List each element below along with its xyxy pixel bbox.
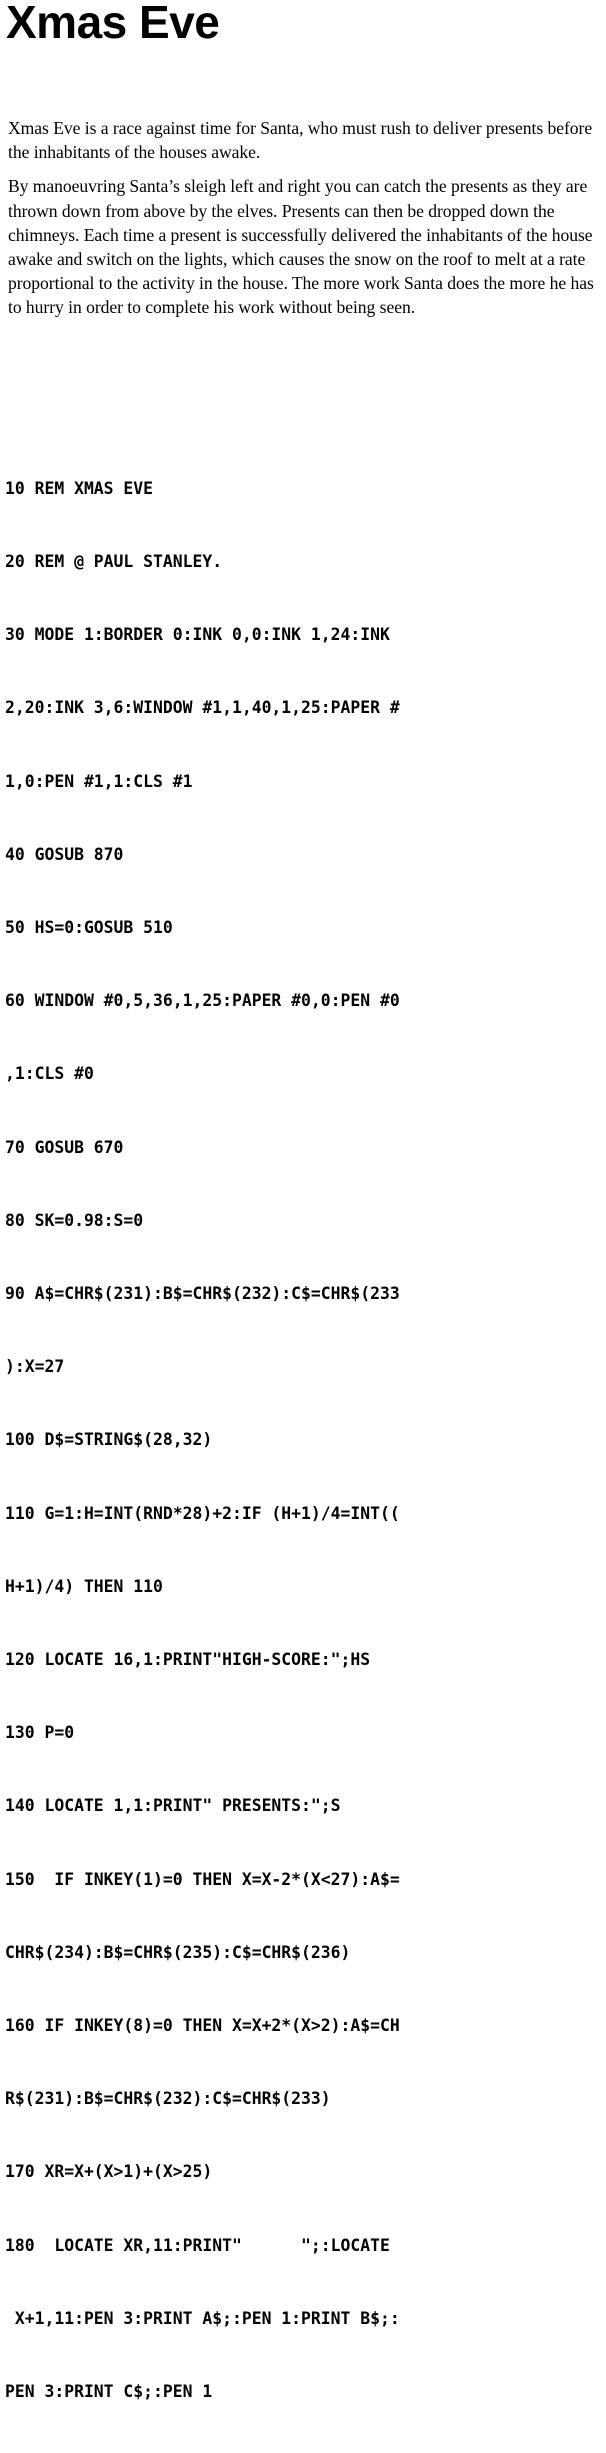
code-line: 140 LOCATE 1,1:PRINT" PRESENTS:";S [5, 1796, 341, 1816]
code-line: 50 HS=0:GOSUB 510 [5, 918, 173, 938]
code-line: 160 IF INKEY(8)=0 THEN X=X+2*(X>2):A$=CH [5, 2016, 400, 2036]
code-line: ):X=27 [5, 1357, 65, 1377]
intro-p2-line: proportional to the activity in the house. The more work Santa does [8, 273, 480, 294]
code-line: 40 GOSUB 870 [5, 844, 124, 864]
code-line: CHR$(234):B$=CHR$(235):C$=CHR$(236) [5, 1942, 351, 1962]
code-line: 60 WINDOW #0,5,36,1,25:PAPER #0,0:PEN #0 [5, 991, 400, 1011]
basic-program-listing [5, 428, 605, 2453]
intro-p2-line: successfully delivered the inhabitants of the house awake and switch [8, 224, 593, 270]
code-line: 20 REM @ PAUL STANLEY. [5, 552, 223, 572]
code-line: 100 D$=STRING$(28,32) [5, 1430, 213, 1450]
intro-paragraph-2 [8, 174, 600, 319]
code-line: R$(231):B$=CHR$(232):C$=CHR$(233) [5, 2089, 331, 2109]
intro-text [8, 116, 600, 330]
intro-p2-line: the more he has to hurry in order to complete his work without being [8, 273, 594, 318]
intro-p2-line: seen. [379, 297, 416, 318]
article-title: Xmas Eve [6, 0, 220, 48]
code-line: 2,20:INK 3,6:WINDOW #1,1,40,1,25:PAPER # [5, 698, 400, 718]
intro-p2-line: on the lights, which causes the snow on the roof to melt at a rate [136, 249, 586, 270]
intro-p1-line: Xmas Eve is a race against time for Santa, who must rush to deliver [8, 118, 482, 138]
code-line: 180 LOCATE XR,11:PRINT" ";:LOCATE [5, 2235, 390, 2255]
code-line: 130 P=0 [5, 1723, 75, 1743]
code-line: 170 XR=X+(X>1)+(X>25) [5, 2162, 213, 2182]
intro-p2-line: By manoeuvring Santa’s sleigh left and right you can catch the [8, 176, 447, 197]
intro-p1-line: presents before the inhabitants of the houses awake. [8, 118, 593, 163]
code-line: 80 SK=0.98:S=0 [5, 1210, 144, 1230]
code-line: PEN 3:PRINT C$;:PEN 1 [5, 2382, 213, 2402]
code-line: 1,0:PEN #1,1:CLS #1 [5, 771, 193, 791]
code-line: H+1)/4) THEN 110 [5, 1576, 163, 1596]
code-line: 110 G=1:H=INT(RND*28)+2:IF (H+1)/4=INT(( [5, 1503, 400, 1523]
code-line: 30 MODE 1:BORDER 0:INK 0,0:INK 1,24:INK [5, 625, 390, 645]
code-line: 10 REM XMAS EVE [5, 478, 154, 498]
code-line: 70 GOSUB 670 [5, 1137, 124, 1157]
intro-paragraph-1 [8, 116, 600, 164]
intro-p2-line: can then be dropped down the chimneys. Each time a present is [8, 200, 555, 245]
intro-p2-line: presents as they are thrown down from above by the elves. Presents [8, 176, 588, 221]
code-line: ,1:CLS #0 [5, 1064, 94, 1084]
code-line: X+1,11:PEN 3:PRINT A$;:PEN 1:PRINT B$;: [5, 2308, 400, 2328]
code-line: 120 LOCATE 16,1:PRINT"HIGH-SCORE:";HS [5, 1650, 371, 1670]
code-line: 90 A$=CHR$(231):B$=CHR$(232):C$=CHR$(233 [5, 1284, 400, 1304]
code-line: 150 IF INKEY(1)=0 THEN X=X-2*(X<27):A$= [5, 1869, 400, 1889]
